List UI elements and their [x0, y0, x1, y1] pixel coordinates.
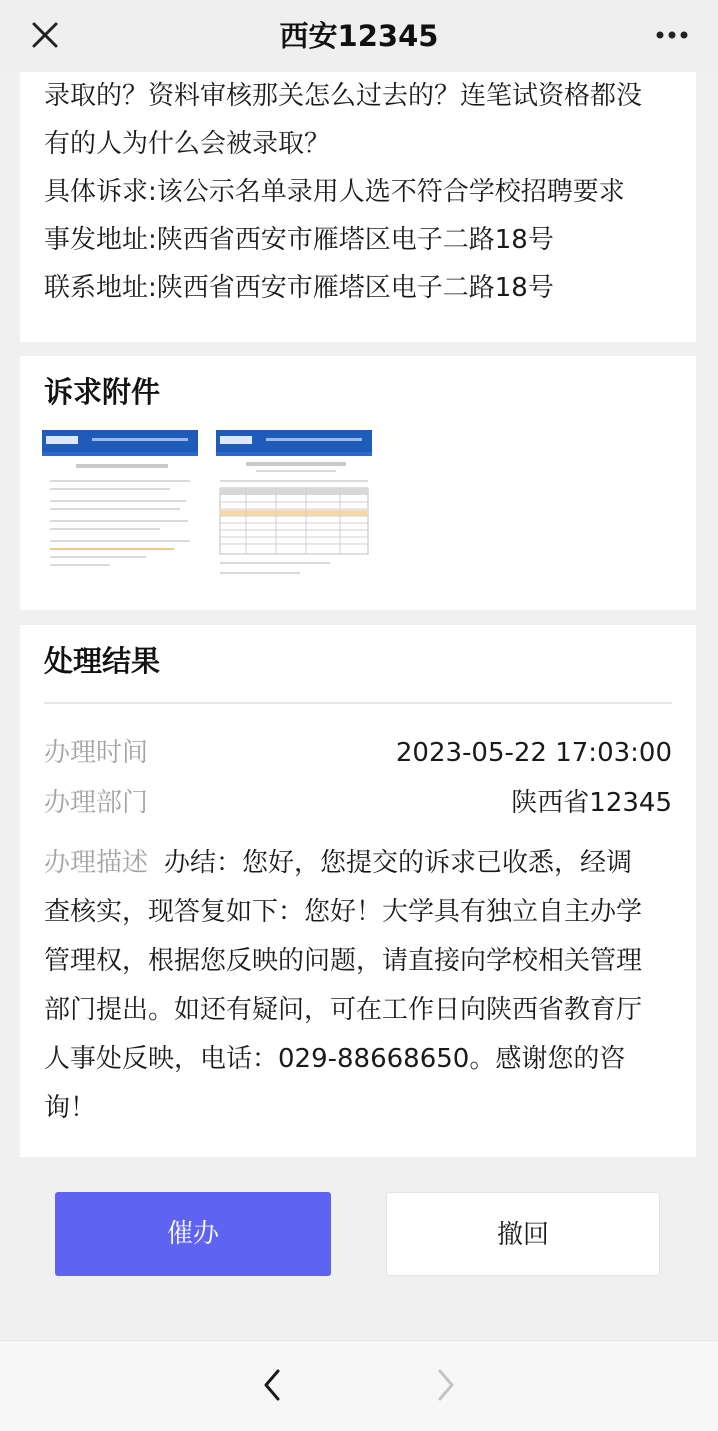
attachments-title: 诉求附件: [44, 375, 161, 409]
top-bar: [0, 0, 718, 72]
description-line: 询！: [44, 1093, 97, 1123]
handling-department-row: [44, 779, 672, 827]
attachment-thumbnail-2[interactable]: [216, 430, 372, 582]
description-line: [44, 839, 676, 888]
description-line: 管理权，根据您反映的问题，请直接向学校相关管理: [44, 946, 643, 976]
complaint-line: 有的人为什么会被录取？: [44, 129, 331, 159]
result-title: 处理结果: [44, 644, 161, 678]
complaint-line: 具体诉求:该公示名单录用人选不符合学校招聘要求: [44, 177, 625, 207]
page-title: 西安12345: [279, 19, 439, 53]
more-icon[interactable]: [654, 20, 690, 50]
bottom-nav-bar: [0, 1340, 718, 1431]
handling-time-label: 办理时间: [44, 738, 149, 768]
handling-description-label: 办理描述: [44, 848, 149, 878]
handling-department-value: 陕西省12345: [511, 788, 672, 818]
description-line: 查核实，现答复如下：您好！大学具有独立自主办学: [44, 897, 643, 927]
attachment-thumbnail-1[interactable]: [42, 430, 198, 582]
handling-time-row: [44, 729, 672, 777]
chevron-left-icon[interactable]: [258, 1365, 288, 1405]
description-line: 人事处反映，电话：029-88668650。感谢您的咨: [44, 1044, 626, 1074]
complaint-line: 联系地址:陕西省西安市雁塔区电子二路18号: [44, 273, 554, 303]
close-icon[interactable]: [28, 18, 62, 52]
chevron-right-icon[interactable]: [430, 1365, 460, 1405]
complaint-line: 事发地址:陕西省西安市雁塔区电子二路18号: [44, 225, 554, 255]
complaint-detail-card: [20, 72, 696, 342]
divider: [44, 702, 672, 704]
description-text: 办结：您好，您提交的诉求已收悉，经调: [164, 848, 633, 878]
handling-time-value: 2023-05-22 17:03:00: [395, 738, 672, 768]
processing-result-card: [20, 625, 696, 1157]
withdraw-button[interactable]: 撤回: [386, 1192, 660, 1276]
attachments-card: [20, 356, 696, 610]
description-line: 部门提出。如还有疑问，可在工作日向陕西省教育厅: [44, 995, 643, 1025]
handling-department-label: 办理部门: [44, 788, 149, 818]
handling-description: [44, 839, 676, 1133]
urge-button[interactable]: 催办: [55, 1192, 331, 1276]
complaint-line: 录取的？资料审核那关怎么过去的？连笔试资格都没: [44, 81, 643, 111]
